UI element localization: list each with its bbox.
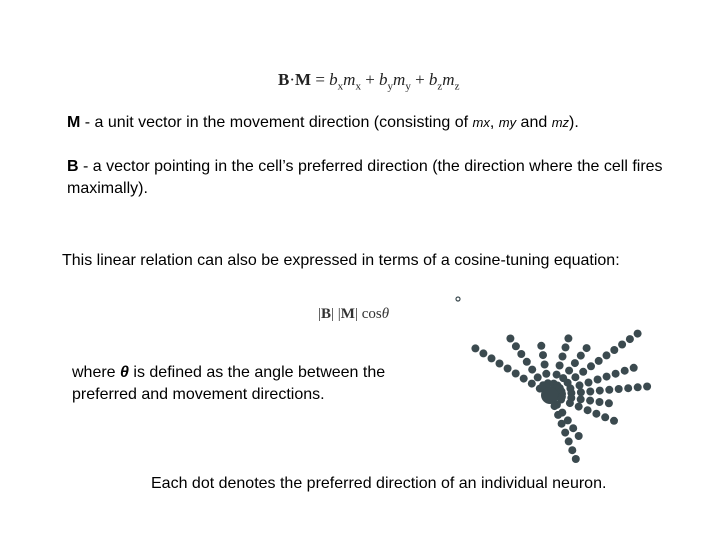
definition-m-text-end: ).	[569, 114, 579, 131]
neuron-dot	[479, 349, 487, 357]
neuron-dot	[471, 344, 479, 352]
eq-term-m: m	[343, 70, 356, 89]
definition-m-symbol: M	[67, 114, 81, 131]
neuron-dot	[592, 410, 600, 418]
neuron-dot	[577, 395, 585, 403]
definition-b-symbol: B	[67, 158, 79, 175]
neuron-dot	[583, 344, 591, 352]
neuron-dot	[615, 385, 623, 393]
neuron-dot	[596, 398, 604, 406]
neuron-dot	[488, 354, 496, 362]
eq-term-coef: b	[379, 70, 388, 89]
definition-m-my: my	[498, 115, 517, 130]
neuron-dot	[575, 403, 583, 411]
definition-b-text: - a vector pointing in the cell’s preferred direction (the direction where the cell fires maximally).	[67, 158, 663, 197]
cosine-equation	[318, 306, 389, 323]
eq-theta: θ	[381, 306, 390, 322]
eq-cos: cos	[357, 306, 382, 322]
neuron-dot	[612, 370, 620, 378]
neuron-dot	[571, 359, 579, 367]
eq-dot: ·	[289, 70, 296, 89]
eq-B: B	[321, 306, 332, 322]
neuron-dot	[618, 341, 626, 349]
eq-term-sub: z	[454, 80, 460, 93]
neuron-dot	[542, 370, 550, 378]
eq-term-sub: x	[337, 80, 344, 93]
neuron-dot	[603, 351, 611, 359]
theta-definition-text: where	[72, 364, 121, 381]
eq-M: M	[295, 70, 312, 89]
neuron-dot	[634, 383, 642, 391]
neuron-dot	[534, 373, 542, 381]
eq-equals: =	[311, 70, 330, 89]
neuron-dot	[579, 368, 587, 376]
dot-product-equation	[278, 70, 459, 92]
eq-term-sub: z	[437, 80, 443, 93]
neuron-dot	[559, 353, 567, 361]
figure-caption: Each dot denotes the preferred direction of an individual neuron.	[151, 475, 607, 492]
neuron-dot	[551, 402, 559, 410]
neuron-dot	[566, 399, 574, 407]
neuron-dot	[528, 366, 536, 374]
neuron-dot	[506, 335, 514, 343]
eq-term-sub: y	[405, 80, 411, 93]
neuron-dot	[517, 350, 525, 358]
neuron-dot	[512, 370, 520, 378]
eq-bar: |	[354, 306, 358, 322]
definition-m-mx: mx	[472, 115, 490, 130]
eq-bar: | |	[331, 306, 341, 322]
theta-definition	[72, 362, 412, 406]
neuron-dot	[496, 360, 504, 368]
neuron-dot	[585, 379, 593, 387]
neuron-dot	[528, 380, 536, 388]
neuron-dot	[512, 342, 520, 350]
eq-bar: |	[318, 306, 322, 322]
neuron-dot	[630, 364, 638, 372]
neuron-dot	[520, 375, 528, 383]
neuron-dot	[572, 455, 580, 463]
eq-plus: +	[360, 70, 380, 89]
eq-term-sub: x	[355, 80, 361, 93]
neuron-dot-isolated	[456, 297, 460, 301]
neuron-dot	[584, 406, 592, 414]
neuron-dot	[564, 334, 572, 342]
neuron-dot	[624, 384, 632, 392]
preferred-direction-figure	[430, 288, 670, 468]
neuron-dot	[595, 357, 603, 365]
neuron-dot	[643, 383, 651, 391]
neuron-dot	[634, 330, 642, 338]
definition-m-sep: and	[516, 114, 552, 131]
neuron-dot	[601, 413, 609, 421]
definition-m	[67, 112, 687, 134]
neuron-dot	[541, 361, 549, 369]
definition-m-mz: mz	[551, 115, 570, 130]
neuron-dot	[621, 367, 629, 375]
eq-term-sub: y	[387, 80, 394, 93]
neuron-dot	[576, 381, 584, 389]
definition-b	[67, 156, 687, 200]
neuron-dot	[596, 387, 604, 395]
neuron-dot	[523, 358, 531, 366]
neuron-dot	[569, 424, 577, 432]
neuron-dot	[537, 342, 545, 350]
neuron-dot	[558, 420, 566, 428]
neuron-dot	[610, 346, 618, 354]
eq-term-coef: b	[329, 70, 338, 89]
neuron-dot	[554, 411, 562, 419]
neuron-dot	[577, 352, 585, 360]
neuron-dot	[568, 446, 576, 454]
neuron-dot	[562, 343, 570, 351]
neuron-dot	[610, 417, 618, 425]
neuron-dot	[565, 437, 573, 445]
neuron-dot	[626, 335, 634, 343]
neuron-dot	[556, 362, 564, 370]
neuron-dot	[586, 397, 594, 405]
neuron-dot	[594, 376, 602, 384]
eq-M: M	[340, 306, 355, 322]
neuron-dot	[504, 365, 512, 373]
definition-m-sep: ,	[489, 114, 499, 131]
neuron-dot	[587, 362, 595, 370]
neuron-dot	[586, 388, 594, 396]
eq-B: B	[278, 70, 290, 89]
eq-plus: +	[410, 70, 429, 89]
theta-definition-text-end: is defined as the angle between the preferred and movement directions.	[72, 364, 386, 403]
neuron-dot	[575, 432, 583, 440]
neuron-dot	[539, 351, 547, 359]
eq-term-coef: b	[428, 70, 438, 89]
cosine-intro: This linear relation can also be expressed in terms of a cosine-tuning equation:	[62, 252, 620, 269]
definition-m-text: - a unit vector in the movement direction (consisting of	[80, 114, 473, 131]
neuron-dot	[577, 388, 585, 396]
neuron-dot	[603, 373, 611, 381]
eq-term-m: m	[393, 70, 406, 89]
neuron-dot	[605, 399, 613, 407]
neuron-dot	[605, 386, 613, 394]
theta-symbol: θ	[120, 364, 129, 381]
neuron-dot	[571, 373, 579, 381]
eq-term-m: m	[442, 70, 455, 89]
neuron-dot	[561, 429, 569, 437]
neuron-dot	[565, 367, 573, 375]
